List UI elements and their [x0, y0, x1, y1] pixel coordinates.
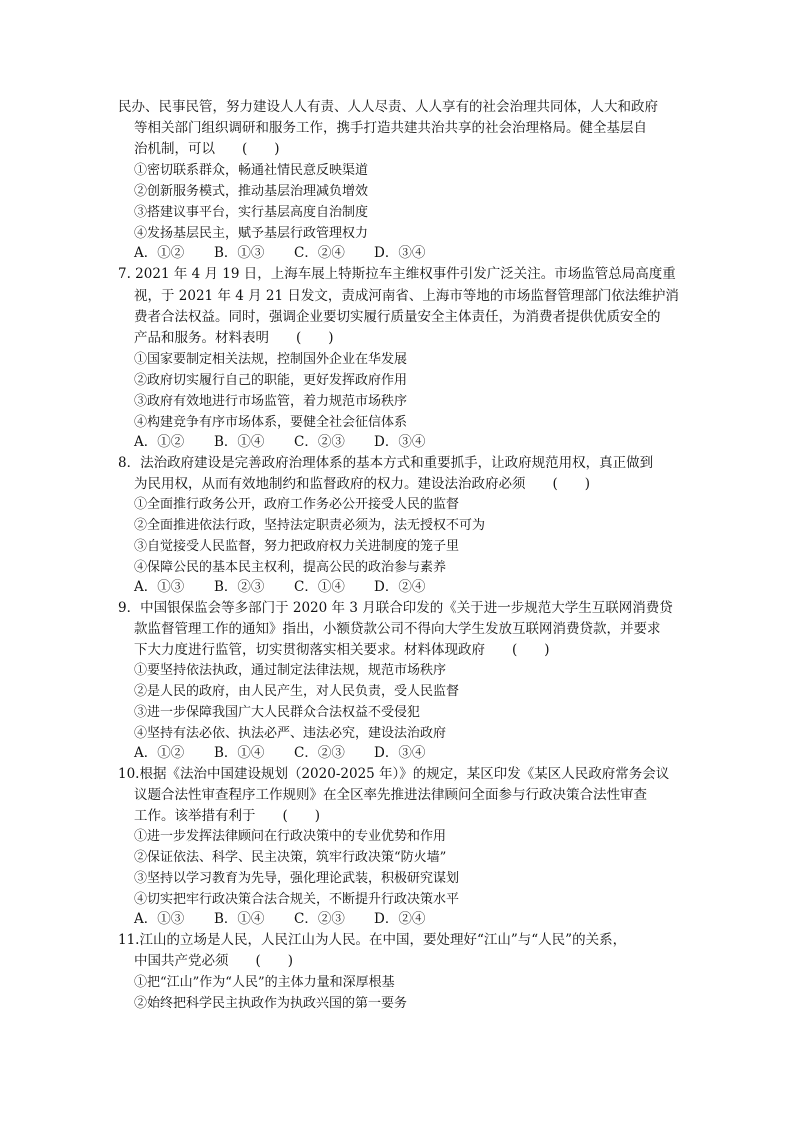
q10-option-3: ③坚持以学习教育为先导，强化理论武装，积极研究谋划 — [134, 871, 460, 886]
q7-stem-line-3: 费者合法权益。同时，强调企业要切实履行质量安全主体责任，为消费者提供优质安全的 — [134, 309, 661, 325]
q6-option-3: ③搭建议事平台，实行基层高度自治制度 — [134, 205, 369, 220]
q8-option-1: ①全面推行政务公开，政府工作务必公开接受人民的监督 — [134, 497, 460, 512]
q10-option-4: ④切实把牢行政决策合法合规关，不断提升行政决策水平 — [134, 892, 460, 907]
q10-answer-c: C．②③ — [294, 911, 345, 927]
q8-option-4: ④保障公民的基本民主权利，提高公民的政治参与素养 — [134, 560, 447, 575]
q7-stem-line-2: 视，于 2021 年 4 月 21 日发文，责成河南省、上海市等地的市场监督管理部门依法维护消 — [134, 288, 679, 304]
q8-option-2: ②全面推进依法行政，坚持法定职责必须为，法无授权不可为 — [134, 518, 486, 533]
q7-stem-line-1: 7. 2021 年 4 月 19 日，上海车展上特斯拉车主维权事件引发广泛关注。市场监管总局高度重 — [118, 266, 676, 282]
q9-stem-line-2: 款监督管理工作的通知》指出，小额贷款公司不得向大学生发放互联网消费贷款，并要求 — [134, 621, 661, 637]
q10-answer-d: D．②④ — [374, 911, 426, 927]
q6-answer-c: C．②④ — [294, 245, 345, 261]
q9-option-3: ③进一步保障我国广大人民群众合法权益不受侵犯 — [134, 705, 421, 720]
q6-answer-a: A．①② — [134, 245, 185, 261]
q6-option-4: ④发扬基层民主，赋予基层行政管理权力 — [134, 226, 369, 241]
q6-stem-line-3: 治机制，可以 ( ) — [134, 141, 280, 157]
q9-stem-line-3: 下大力度进行监管，切实贯彻落实相关要求。材料体现政府 ( ) — [134, 642, 550, 658]
q8-answer-c: C．①④ — [294, 579, 345, 595]
q9-option-2: ②是人民的政府，由人民产生，对人民负责，受人民监督 — [134, 684, 460, 699]
q8-answer-d: D．②④ — [374, 579, 426, 595]
q9-answer-b: B．①④ — [214, 745, 265, 761]
q9-answer-row — [134, 743, 425, 764]
q7-answer-row — [134, 432, 425, 453]
q7-answer-b: B．①④ — [214, 434, 265, 450]
q6-stem-line-2: 等相关部门组织调研和服务工作，携手打造共建共治共享的社会治理格局。健全基层自 — [134, 120, 647, 136]
q7-stem-line-4: 产品和服务。材料表明 ( ) — [134, 330, 334, 346]
q7-answer-a: A．①② — [134, 434, 185, 450]
q7-option-2: ②政府切实履行自己的职能，更好发挥政府作用 — [134, 373, 408, 388]
q11-stem-line-2: 中国共产党必须 ( ) — [134, 953, 294, 969]
q6-answer-row — [134, 243, 425, 264]
q7-option-1: ①国家要制定相关法规，控制国外企业在华发展 — [134, 352, 408, 367]
q9-answer-a: A．①② — [134, 745, 185, 761]
q7-option-4: ④构建竞争有序市场体系，要健全社会征信体系 — [134, 415, 408, 430]
q8-answer-b: B．②③ — [214, 579, 265, 595]
q10-answer-row — [134, 909, 425, 930]
q11-option-1: ①把“江山”作为“人民”的主体力量和深厚根基 — [134, 975, 395, 990]
q6-answer-d: D．③④ — [374, 245, 426, 261]
q9-option-4: ④坚持有法必依、执法必严、违法必究，建设法治政府 — [134, 726, 447, 741]
q10-stem-line-2: 议题合法性审查程序工作规则》在全区率先推进法律顾问全面参与行政决策合法性审查 — [134, 787, 647, 803]
q9-answer-c: C．②③ — [294, 745, 345, 761]
q10-option-2: ②保证依法、科学、民主决策，筑牢行政决策“防火墙” — [134, 850, 447, 865]
q11-stem-line-1: 11.江山的立场是人民，人民江山为人民。在中国，要处理好“江山”与“人民”的关系， — [118, 932, 627, 948]
q9-answer-d: D．③④ — [374, 745, 426, 761]
q7-answer-d: D．③④ — [374, 434, 426, 450]
q9-option-1: ①要坚持依法执政，通过制定法律法规，规范市场秩序 — [134, 663, 447, 678]
q8-answer-a: A．①③ — [134, 579, 185, 595]
q6-option-1: ①密切联系群众，畅通社情民意反映渠道 — [134, 163, 369, 178]
q8-stem-line-2: 为民用权，从而有效地制约和监督政府的权力。建设法治政府必须 ( ) — [134, 476, 591, 492]
q6-option-2: ②创新服务模式，推动基层治理减负增效 — [134, 184, 369, 199]
q10-stem-line-1: 10.根据《法治中国建设规划（2020-2025 年）》的规定，某区印发《某区人民政府常务会议 — [118, 766, 670, 782]
q9-stem-line-1: 9．中国银保监会等多部门于 2020 年 3 月联合印发的《关于进一步规范大学生互联网消费贷 — [118, 600, 673, 616]
q10-stem-line-3: 工作。该举措有利于 ( ) — [134, 808, 321, 824]
q8-option-3: ③自觉接受人民监督，努力把政府权力关进制度的笼子里 — [134, 539, 460, 554]
q7-option-3: ③政府有效地进行市场监管，着力规范市场秩序 — [134, 394, 408, 409]
q7-answer-c: C．②③ — [294, 434, 345, 450]
q10-answer-b: B．①④ — [214, 911, 265, 927]
q11-option-2: ②始终把科学民主执政作为执政兴国的第一要务 — [134, 996, 408, 1011]
q10-option-1: ①进一步发挥法律顾问在行政决策中的专业优势和作用 — [134, 829, 447, 844]
q6-stem-line-1: 民办、民事民管，努力建设人人有责、人人尽责、人人享有的社会治理共同体，人大和政府 — [118, 99, 658, 115]
q8-answer-row — [134, 577, 425, 598]
q8-stem-line-1: 8．法治政府建设是完善政府治理体系的基本方式和重要抓手，让政府规范用权，真正做到 — [118, 455, 654, 471]
q6-answer-b: B．①③ — [214, 245, 265, 261]
q10-answer-a: A．①③ — [134, 911, 185, 927]
